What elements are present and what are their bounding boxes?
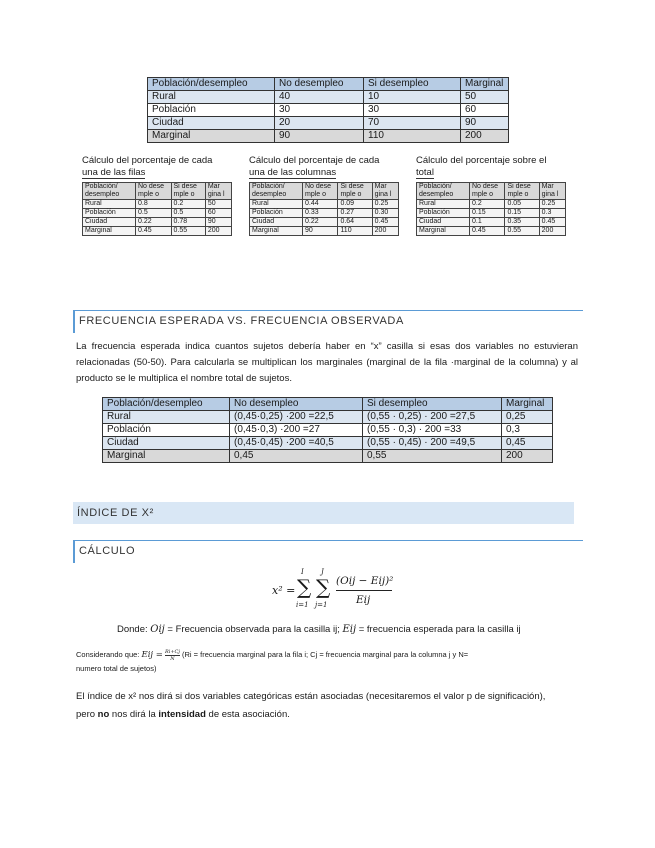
column-header: Si desempleo [364,78,461,91]
table-cell: Población [148,104,275,117]
table-cell: (0,55 · 0,3) · 200 =33 [363,424,502,437]
section-heading-frecuencia [73,310,583,333]
column-header: No desempleo [275,78,364,91]
table-cell: Ciudad [83,218,136,227]
table-cell: Rural [148,91,275,104]
column-header: Población/ desempleo [83,183,136,200]
emphasis-no: no [97,709,110,720]
table-cell: 10 [364,91,461,104]
column-header: Marginal [502,398,553,411]
sum-top-j: J [321,568,324,576]
considerando-text: numero total de sujetos) [76,664,157,673]
table-cell: 0.55 [171,227,205,236]
table-cell: 90 [461,117,509,130]
fraction-denominator: Eij [356,594,371,606]
table-header-row [103,398,553,411]
table-cell: 0.2 [470,200,505,209]
table-cell: 40 [275,91,364,104]
table-row [103,450,553,463]
table-cell: Población [103,424,230,437]
table-cell: 200 [502,450,553,463]
table-row [250,218,399,227]
table-cell: Rural [250,200,303,209]
table-cell: 0.3 [539,209,565,218]
paragraph-text: de esta asociación. [205,709,290,720]
table-cell: 200 [461,130,509,143]
caption-line: una de las filas [82,167,146,178]
table-cell: 0.25 [372,200,398,209]
column-percentage-caption [249,155,407,179]
table-row [103,411,553,424]
table-cell: 0,55 [363,450,502,463]
table-cell: Marginal [83,227,136,236]
o-symbol: Oij [150,624,165,635]
paragraph-text: nos dirá la [109,709,159,720]
section-title: FRECUENCIA ESPERADA VS. FRECUENCIA OBSERVADA [79,315,404,327]
table-header-row [148,78,509,91]
table-cell: 0.25 [539,200,565,209]
section-title: CÁLCULO [79,545,136,557]
column-percentage-table [249,182,399,236]
table-cell: 0.09 [338,200,372,209]
total-percentage-block [416,155,574,236]
table-header-row [250,183,399,200]
table-cell: 0.27 [338,209,372,218]
caption-line: total [416,167,434,178]
table-cell: 0.30 [372,209,398,218]
column-header: No desempleo [230,398,363,411]
table-cell: 0.5 [136,209,172,218]
considerando-prefix: Considerando que: [76,650,140,659]
table-cell: 110 [338,227,372,236]
column-header: Población/desempleo [103,398,230,411]
table-cell: 200 [539,227,565,236]
table-cell: Ciudad [103,437,230,450]
table-row [103,437,553,450]
table-cell: 0.33 [303,209,338,218]
row-percentage-table [82,182,232,236]
table-cell: 60 [205,209,231,218]
column-percentage-block [249,155,407,236]
table-cell: 90 [275,130,364,143]
chi-square-formula [272,568,392,612]
table-cell: 70 [364,117,461,130]
considerando-block [76,648,580,676]
table-row [148,117,509,130]
fraction-bar [336,590,392,591]
sum-bottom-j: j=1 [315,601,328,609]
table-cell: Población [417,209,470,218]
table-row [83,209,232,218]
table-cell: 30 [364,104,461,117]
table-row [103,424,553,437]
table-row [83,200,232,209]
column-header: Población/desempleo [148,78,275,91]
column-header: Mar gina l [205,183,231,200]
table-header-row [417,183,566,200]
table-cell: Ciudad [250,218,303,227]
paragraph-text: pero [76,709,98,720]
table-row [417,227,566,236]
fraction-numerator: (Oij − Eij)² [336,575,394,587]
table-row [148,130,509,143]
table-row [417,218,566,227]
table-cell: 30 [275,104,364,117]
table-cell: 0.15 [470,209,505,218]
table-row [83,218,232,227]
table-cell: (0,55 · 0,25) · 200 =27,5 [363,411,502,424]
considerando-text: (Ri = frecuencia marginal para la fila i; Cj = frecuencia marginal para la columna j y N= [182,650,469,659]
donde-line [117,624,521,635]
table-row [148,104,509,117]
table-cell: Ciudad [417,218,470,227]
table-row [83,227,232,236]
table-cell: Población [250,209,303,218]
table-cell: (0,45·0,45) ·200 =40,5 [230,437,363,450]
table-cell: 0,3 [502,424,553,437]
emphasis-intensidad: intensidad [158,709,206,720]
table-cell: 50 [205,200,231,209]
table-cell: 90 [303,227,338,236]
table-cell: 50 [461,91,509,104]
sigma-i: ∑ [297,575,312,599]
table-cell: Marginal [103,450,230,463]
table-cell: Población [83,209,136,218]
column-header: No dese mple o [470,183,505,200]
caption-line: Cálculo del porcentaje de cada [82,155,213,166]
table-cell: 0.45 [372,218,398,227]
column-header: No dese mple o [136,183,172,200]
table-row [250,200,399,209]
total-percentage-caption [416,155,574,179]
table-cell: 0.45 [136,227,172,236]
table-cell: 200 [205,227,231,236]
table-cell: 20 [275,117,364,130]
table-cell: 110 [364,130,461,143]
table-cell: 200 [372,227,398,236]
column-header: Mar gina l [539,183,565,200]
table-cell: 0.44 [303,200,338,209]
table-cell: Rural [417,200,470,209]
column-header: Si dese mple o [505,183,539,200]
table-cell: 0.22 [136,218,172,227]
column-header: Si dese mple o [338,183,372,200]
table-cell: Marginal [148,130,275,143]
table-cell: 0.5 [171,209,205,218]
section-heading-indice [73,502,574,524]
column-header: No dese mple o [303,183,338,200]
table-cell: (0,55 · 0,45) · 200 =49,5 [363,437,502,450]
e-symbol: Eij = [141,650,163,660]
table-cell: 0.45 [470,227,505,236]
paragraph-text: El índice de x² nos dirá si dos variables categóricas están asociadas (necesitaremos el valor p de significación), [76,691,546,702]
expected-frequency-table [102,397,553,463]
formula-lhs: x² = [272,584,296,597]
table-row [250,209,399,218]
fraction-denominator: N [170,655,175,662]
donde-prefix: Donde: [117,624,148,635]
row-percentage-block [82,155,240,236]
column-header: Si dese mple o [171,183,205,200]
table-row [417,200,566,209]
table-cell: Ciudad [148,117,275,130]
table-cell: Marginal [417,227,470,236]
section-heading-calculo [73,540,583,563]
table-row [250,227,399,236]
table-cell: 0.64 [338,218,372,227]
frecuencia-paragraph [76,339,578,387]
sum-top-i: I [301,568,304,576]
caption-line: una de las columnas [249,167,337,178]
table-cell: 0.35 [505,218,539,227]
table-row [148,91,509,104]
table-cell: 0.22 [303,218,338,227]
column-header: Marginal [461,78,509,91]
column-header: Si desempleo [363,398,502,411]
total-percentage-table [416,182,566,236]
inline-fraction [165,649,180,662]
observed-frequency-table [147,77,509,143]
table-cell: 0,25 [502,411,553,424]
column-header: Mar gina l [372,183,398,200]
fraction-numerator: Ri+Cj [164,648,180,655]
sigma-j: ∑ [316,575,331,599]
column-header: Población/ desempleo [417,183,470,200]
table-cell: 0.55 [505,227,539,236]
table-cell: Rural [83,200,136,209]
table-cell: 0.2 [171,200,205,209]
table-cell: 0.8 [136,200,172,209]
e-definition: = frecuencia esperada para la casilla ij [358,624,521,635]
table-cell: 0,45 [502,437,553,450]
table-cell: Marginal [250,227,303,236]
table-cell: 0.78 [171,218,205,227]
o-definition: = Frecuencia observada para la casilla ij; [167,624,340,635]
table-cell: 0.1 [470,218,505,227]
table-header-row [83,183,232,200]
table-cell: 0,45 [230,450,363,463]
table-cell: (0,45·0,3) ·200 =27 [230,424,363,437]
table-cell: 0.15 [505,209,539,218]
final-paragraph [76,688,580,724]
table-row [417,209,566,218]
caption-line: Cálculo del porcentaje sobre el [416,155,547,166]
table-cell: 90 [205,218,231,227]
section-title: ÍNDICE DE X² [77,507,154,519]
paragraph-text: La frecuencia esperada indica cuantos sujetos debería haber en “x” casilla si esas dos variables no estuvieran relacionadas (50-50). Para calcularla se multiplican los marginales (marginal de la fila ·marginal de la columna) y al producto se le multiplica el nombre total de sujetos. [76,341,578,384]
caption-line: Cálculo del porcentaje de cada [249,155,380,166]
table-cell: Rural [103,411,230,424]
e-symbol: Eij [342,624,357,635]
table-cell: 0.05 [505,200,539,209]
column-header: Población/ desempleo [250,183,303,200]
row-percentage-caption [82,155,240,179]
table-cell: 0.45 [539,218,565,227]
table-cell: (0,45·0,25) ·200 =22,5 [230,411,363,424]
table-cell: 60 [461,104,509,117]
sum-bottom-i: i=1 [296,601,309,609]
